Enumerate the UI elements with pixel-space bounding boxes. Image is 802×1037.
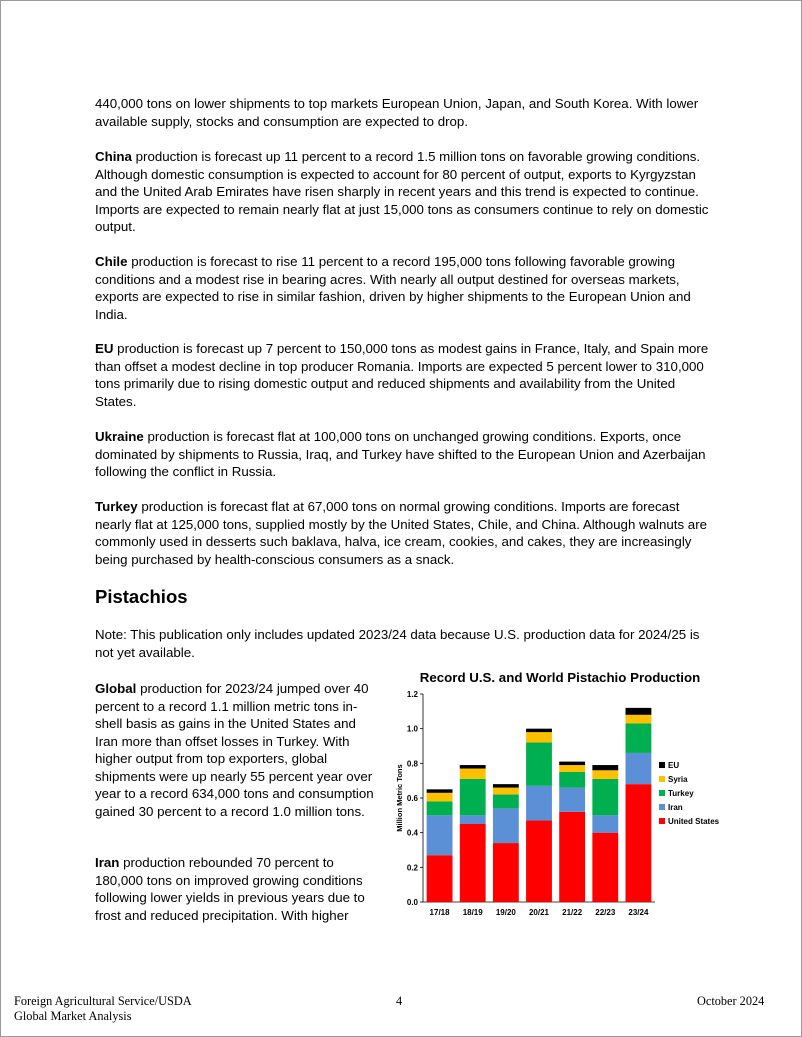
ukraine-lead: Ukraine	[95, 429, 144, 444]
paragraph-ukraine	[95, 428, 710, 481]
bar-segment	[526, 821, 552, 902]
bar-segment	[526, 786, 552, 821]
bar-segment	[626, 708, 652, 715]
x-tick-label: 19/20	[495, 908, 516, 917]
turkey-lead: Turkey	[95, 499, 138, 514]
y-tick-label: 0.8	[406, 759, 418, 769]
bar-segment	[559, 812, 585, 902]
bar-segment	[626, 723, 652, 752]
paragraph-chile	[95, 253, 710, 323]
legend-swatch	[659, 804, 665, 810]
bar-segment	[592, 765, 618, 770]
global-lead: Global	[95, 681, 137, 696]
eu-text: production is forecast up 7 percent to 150,000 tons as modest gains in France, Italy, and Spain more than offset a modest decline in top producer Romania. Imports are expected 5 percent lower to 310,000 tons primarily due to rising domestic output and reduced shipments and availability from the United States.	[95, 341, 709, 409]
x-tick-label: 17/18	[429, 908, 450, 917]
x-tick-label: 22/23	[595, 908, 616, 917]
chile-lead: Chile	[95, 254, 128, 269]
global-text: production for 2023/24 jumped over 40 percent to a record 1.1 million metric tons in-shell basis as gains in the United States and Iran more than offset losses in Turkey. With higher output from top exporters, global shipments were up nearly 55 percent year over year to a record 634,000 tons and consumption gained 30 percent to a record 1.0 million tons.	[95, 681, 374, 819]
pistachio-production-chart	[390, 688, 740, 928]
x-tick-label: 21/22	[562, 908, 583, 917]
bar-segment	[460, 779, 486, 815]
ukraine-text: production is forecast flat at 100,000 tons on unchanged growing conditions. Exports, once dominated by shipments to Russia, Iraq, and Turkey have shifted to the European Union and Azerbaijan following the conflict in Russia.	[95, 429, 706, 479]
china-lead: China	[95, 149, 132, 164]
turkey-text: production is forecast flat at 67,000 tons on normal growing conditions. Imports are forecast nearly flat at 125,000 tons, supplied mostly by the United States, Chile, and China. Although walnuts are commonly used in desserts such baklava, halva, ice cream, cookies, and cakes, they are increasingly being purchased by health-conscious consumers as a snack.	[95, 499, 708, 567]
legend-swatch	[659, 790, 665, 796]
bar-segment	[592, 770, 618, 779]
bar-segment	[493, 843, 519, 902]
x-tick-label: 23/24	[628, 908, 649, 917]
paragraph-eu	[95, 340, 710, 410]
iran-lead: Iran	[95, 855, 120, 870]
legend-swatch	[659, 818, 665, 824]
bar-segment	[559, 772, 585, 788]
bar-segment	[493, 784, 519, 787]
legend-label: Syria	[668, 775, 688, 784]
bar-segment	[427, 855, 453, 902]
paragraph-intro	[95, 95, 710, 130]
bar-segment	[427, 801, 453, 815]
legend-label: Turkey	[668, 789, 694, 798]
bar-segment	[460, 765, 486, 768]
bar-segment	[626, 753, 652, 784]
legend-label: United States	[668, 817, 720, 826]
chile-text: production is forecast to rise 11 percent to a record 195,000 tons following favorable growing conditions and a modest rise in bearing acres. With nearly all output destined for overseas markets, exports are expected to rise in similar fashion, driven by higher shipments to the European Union and India.	[95, 254, 691, 322]
y-tick-label: 1.0	[406, 724, 418, 734]
bar-segment	[559, 788, 585, 812]
bar-segment	[460, 824, 486, 902]
bar-segment	[526, 732, 552, 742]
bar-segment	[626, 715, 652, 724]
bar-segment	[559, 762, 585, 765]
bar-segment	[493, 795, 519, 809]
page-number: 4	[396, 994, 403, 1008]
iran-text: production rebounded 70 percent to 180,000 tons on improved growing conditions following lower yields in previous years due to frost and reduced precipitation. With higher	[95, 855, 365, 923]
intro-text: 440,000 tons on lower shipments to top markets European Union, Japan, and South Korea. With lower available supply, stocks and consumption are expected to drop.	[95, 96, 699, 129]
y-tick-label: 0.4	[406, 828, 418, 838]
china-text: production is forecast up 11 percent to a record 1.5 million tons on favorable growing conditions. Although domestic consumption is expected to account for 80 percent of output, exports to Kyrgyzstan and the United Arab Emirates have risen sharply in recent years and this trend is expected to continue. Imports are expected to remain nearly flat at just 15,000 tons as consumers continue to rely on domestic output.	[95, 149, 709, 234]
x-tick-label: 20/21	[528, 908, 550, 917]
bar-segment	[592, 779, 618, 815]
y-tick-label: 0.2	[406, 863, 418, 873]
footer-agency: Foreign Agricultural Service/USDA	[14, 994, 192, 1008]
bar-segment	[460, 769, 486, 779]
bar-segment	[427, 815, 453, 855]
paragraph-china	[95, 148, 710, 236]
paragraph-global	[95, 680, 381, 820]
legend-swatch	[659, 776, 665, 782]
bar-segment	[460, 815, 486, 824]
chart-title: Record U.S. and World Pistachio Production	[419, 670, 701, 685]
paragraph-turkey	[95, 498, 710, 568]
y-tick-label: 0.6	[406, 794, 418, 803]
legend-label: EU	[668, 761, 680, 770]
bar-segment	[526, 743, 552, 786]
paragraph-iran	[95, 854, 381, 924]
bar-segment	[592, 815, 618, 832]
bar-segment	[427, 793, 453, 802]
bar-segment	[559, 765, 585, 772]
bar-segment	[427, 789, 453, 792]
section-heading: Pistachios	[95, 586, 188, 607]
footer-division: Global Market Analysis	[14, 1009, 132, 1023]
legend-label: Iran	[668, 803, 683, 812]
bar-segment	[526, 729, 552, 732]
legend-swatch	[659, 762, 665, 768]
y-tick-label: 0.0	[406, 898, 418, 907]
bar-segment	[493, 788, 519, 795]
bar-segment	[493, 808, 519, 843]
x-tick-label: 18/19	[462, 908, 483, 917]
bar-segment	[592, 833, 618, 902]
bar-segment	[626, 784, 652, 902]
y-axis-label: Million Metric Tons	[395, 764, 404, 832]
y-tick-label: 1.2	[406, 690, 418, 699]
paragraph-note	[95, 626, 710, 661]
note-text: Note: This publication only includes updated 2023/24 data because U.S. production data for 2024/25 is not yet available.	[95, 627, 700, 660]
footer-left	[14, 994, 192, 1024]
footer-date: October 2024	[697, 994, 765, 1008]
eu-lead: EU	[95, 341, 114, 356]
